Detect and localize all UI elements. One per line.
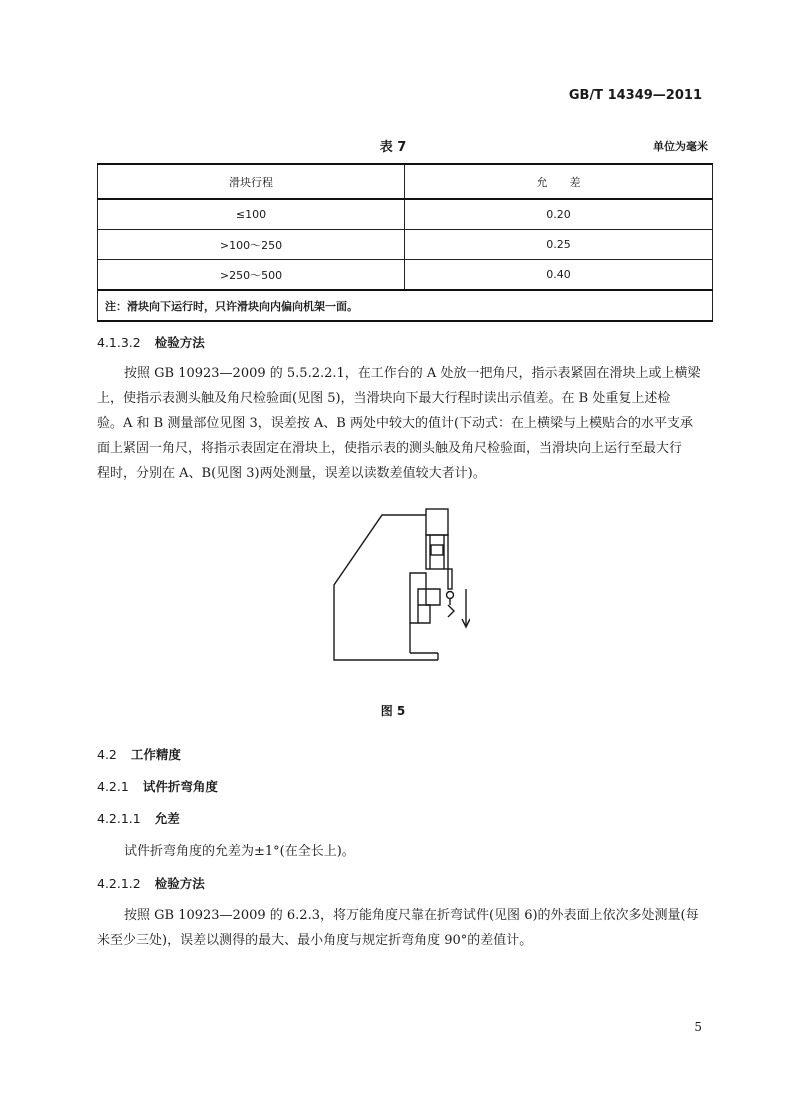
table-7 xyxy=(97,163,713,322)
para-line: 面上紧固一角尺，将指示表固定在滑块上，使指示表的测头触及角尺检验面，当滑块向上运行至最大行 xyxy=(97,441,683,456)
table-row xyxy=(98,260,713,291)
section-heading-4-2 xyxy=(97,745,181,763)
section-title: 工作精度 xyxy=(130,747,181,762)
paragraph-bend-angle-method xyxy=(97,903,713,953)
standard-code: GB/T 14349—2011 xyxy=(568,88,702,103)
section-title: 检验方法 xyxy=(154,876,205,891)
section-heading-4-1-3-2 xyxy=(97,333,205,351)
col-header-stroke: 滑块行程 xyxy=(98,164,405,199)
cell-stroke: ≤100 xyxy=(98,199,405,230)
table-note: 注：滑块向下运行时，只许滑块向内偏向机架一面。 xyxy=(98,290,713,321)
table-title: 表 7 xyxy=(379,140,407,155)
frame-outline xyxy=(334,515,438,660)
cell-tolerance: 0.40 xyxy=(405,260,713,291)
paragraph-tolerance: 试件折弯角度的允差为±1°(在全长上)。 xyxy=(124,844,355,859)
section-number: 4.2 xyxy=(97,747,117,762)
section-heading-4-2-1-1 xyxy=(97,809,180,827)
section-number: 4.2.1 xyxy=(97,779,129,794)
figure-caption: 图 5 xyxy=(380,704,406,718)
para-line: 验。A 和 B 测量部位见图 3，误差按 A、B 两处中较大的值计(下动式：在上横梁与上模贴合的水平支承 xyxy=(97,416,694,431)
page-number: 5 xyxy=(694,1020,702,1034)
slide-upper xyxy=(426,509,448,535)
section-title: 允差 xyxy=(154,811,180,826)
cell-tolerance: 0.25 xyxy=(405,230,713,260)
cell-stroke: >100～250 xyxy=(98,230,405,260)
table-row xyxy=(98,199,713,230)
cell-stroke: >250～500 xyxy=(98,260,405,291)
section-title: 检验方法 xyxy=(154,335,205,350)
paragraph-inspection-method xyxy=(97,361,713,486)
section-number: 4.1.3.2 xyxy=(97,335,141,350)
section-heading-4-2-1-2 xyxy=(97,874,205,892)
para-line: 上，使指示表测头触及角尺检验面(见图 5)，当滑块向下最大行程时读出示值差。在 B 处重复上述检 xyxy=(97,391,671,406)
para-line: 程时，分别在 A、B(见图 3)两处测量，误差以读数差值较大者计)。 xyxy=(97,466,486,481)
table-note-row xyxy=(98,290,713,321)
table-header-row xyxy=(98,164,713,199)
section-title: 试件折弯角度 xyxy=(142,779,218,794)
section-number: 4.2.1.1 xyxy=(97,811,141,826)
para-line: 米至少三处)，误差以测得的最大、最小角度与规定折弯角度 90°的差值计。 xyxy=(97,933,533,948)
para-line: 按照 GB 10923—2009 的 5.5.2.2.1，在工作台的 A 处放一把角尺，指示表紧固在滑块上或上横梁 xyxy=(124,366,701,381)
angle-square xyxy=(410,573,426,623)
table-unit: 单位为毫米 xyxy=(653,140,708,153)
figure-5-diagram xyxy=(330,505,470,665)
table-row xyxy=(98,230,713,260)
section-heading-4-2-1 xyxy=(97,777,218,795)
section-number: 4.2.1.2 xyxy=(97,876,141,891)
slide-body xyxy=(426,535,448,569)
para-line: 按照 GB 10923—2009 的 6.2.3，将万能角度尺靠在折弯试件(见图 6)的外表面上依次多处测量(每 xyxy=(124,908,699,923)
cell-tolerance: 0.20 xyxy=(405,199,713,230)
col-header-tolerance: 允 差 xyxy=(405,164,713,199)
